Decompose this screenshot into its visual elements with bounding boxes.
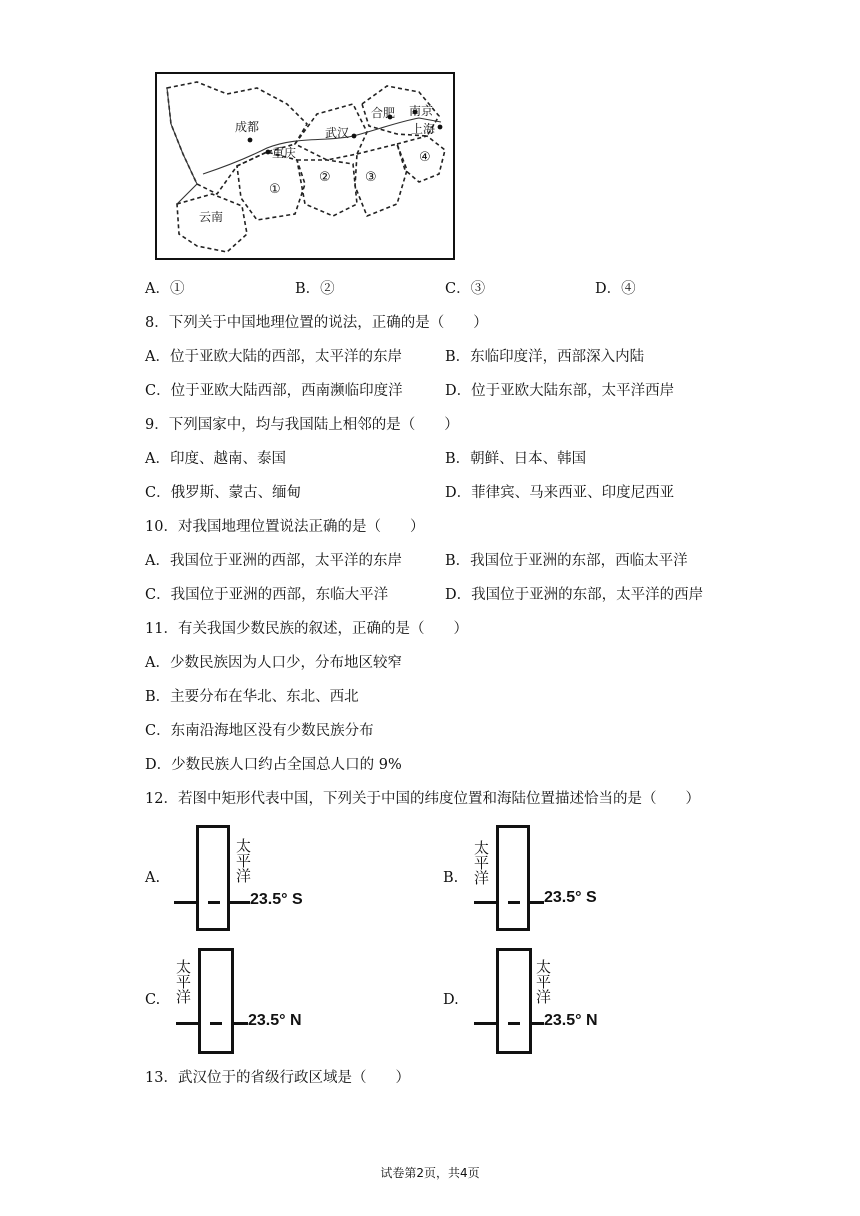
latitude-line-mid (508, 901, 520, 904)
q10-option-d[interactable]: D．我国位于亚洲的东部，太平洋的西岸 (445, 587, 704, 603)
province-map (155, 72, 455, 260)
q11-option-c[interactable]: C．东南沿海地区没有少数民族分布 (145, 723, 374, 739)
q7-option-d[interactable]: D．④ (595, 281, 636, 297)
latitude-label: 23.5° N (248, 1012, 302, 1029)
latitude-line-right (532, 1022, 544, 1025)
ocean-label: 太 平 洋 (536, 958, 552, 1006)
latitude-line-left (474, 901, 496, 904)
latitude-line-left (474, 1022, 496, 1025)
map-label-chengdu: 成都 (235, 120, 260, 134)
latitude-line-mid (508, 1022, 520, 1025)
q10-option-b[interactable]: B．我国位于亚洲的东部，西临太平洋 (445, 553, 688, 569)
latitude-line-right (230, 901, 250, 904)
question-9-stem: 9．下列国家中，均与我国陆上相邻的是（ ） (145, 417, 459, 433)
q8-option-c[interactable]: C．位于亚欧大陆西部，西南濒临印度洋 (145, 383, 403, 399)
q7-option-b[interactable]: B．② (295, 281, 335, 297)
q8-option-d[interactable]: D．位于亚欧大陆东部，太平洋西岸 (445, 383, 675, 399)
china-rectangle (496, 948, 532, 1054)
q12-figure-c[interactable] (170, 948, 330, 1058)
map-label-hefei: 合肥 (371, 106, 396, 120)
q12-option-a-letter[interactable]: A. (145, 870, 161, 886)
map-region-1: ① (269, 182, 281, 197)
ocean-label: 太 平 洋 (176, 958, 192, 1006)
map-label-chongqing: 重庆 (272, 146, 297, 160)
question-10-stem: 10．对我国地理位置说法正确的是（ ） (145, 519, 425, 535)
latitude-label: 23.5° S (544, 889, 597, 906)
q12-option-d-letter[interactable]: D. (443, 992, 459, 1008)
q11-option-a[interactable]: A．少数民族因为人口少，分布地区较窄 (145, 655, 402, 671)
question-12-stem: 12．若图中矩形代表中国，下列关于中国的纬度位置和海陆位置描述恰当的是（ ） (145, 791, 700, 807)
q10-option-a[interactable]: A．我国位于亚洲的西部，太平洋的东岸 (145, 553, 402, 569)
q7-option-a[interactable]: A．① (145, 281, 185, 297)
map-region-3: ③ (365, 170, 377, 185)
latitude-line-right (234, 1022, 248, 1025)
q8-option-b[interactable]: B．东临印度洋，西部深入内陆 (445, 349, 645, 365)
map-region-2: ② (319, 170, 331, 185)
q12-option-c-letter[interactable]: C. (145, 992, 161, 1008)
china-rectangle (198, 948, 234, 1054)
ocean-label: 太 平 洋 (236, 837, 252, 885)
q12-figure-b[interactable] (468, 825, 628, 935)
latitude-label: 23.5° S (250, 891, 303, 908)
q11-option-d[interactable]: D．少数民族人口约占全国总人口的 9% (145, 757, 402, 773)
q8-option-a[interactable]: A．位于亚欧大陆的西部，太平洋的东岸 (145, 349, 402, 365)
q9-option-d[interactable]: D．菲律宾、马来西亚、印度尼西亚 (445, 485, 675, 501)
latitude-label: 23.5° N (544, 1012, 598, 1029)
map-label-wuhan: 武汉 (325, 126, 350, 140)
q11-option-b[interactable]: B．主要分布在华北、东北、西北 (145, 689, 359, 705)
q12-figure-a[interactable] (170, 825, 330, 935)
ocean-label: 太 平 洋 (474, 839, 490, 887)
latitude-line-left (174, 901, 196, 904)
latitude-line-left (176, 1022, 198, 1025)
q9-option-b[interactable]: B．朝鲜、日本、韩国 (445, 451, 587, 467)
q10-option-c[interactable]: C．我国位于亚洲的西部，东临大平洋 (145, 587, 389, 603)
china-rectangle (196, 825, 230, 931)
question-8-stem: 8．下列关于中国地理位置的说法，正确的是（ ） (145, 315, 488, 331)
page-footer: 试卷第2页，共4页 (380, 1166, 480, 1180)
latitude-line-mid (210, 1022, 222, 1025)
latitude-line-right (530, 901, 544, 904)
q9-option-c[interactable]: C．俄罗斯、蒙古、缅甸 (145, 485, 302, 501)
map-label-shanghai: 上海 (411, 122, 436, 136)
q12-option-b-letter[interactable]: B. (443, 870, 459, 886)
question-13-stem: 13．武汉位于的省级行政区域是（ ） (145, 1070, 410, 1086)
china-rectangle (496, 825, 530, 931)
map-label-yunnan: 云南 (199, 210, 224, 224)
map-label-nanjing: 南京 (409, 104, 434, 118)
question-11-stem: 11．有关我国少数民族的叙述，正确的是（ ） (145, 621, 468, 637)
map-region-4: ④ (419, 150, 431, 165)
q9-option-a[interactable]: A．印度、越南、泰国 (145, 451, 286, 467)
q12-figure-d[interactable] (470, 948, 630, 1058)
latitude-line-mid (208, 901, 220, 904)
q7-option-c[interactable]: C．③ (445, 281, 486, 297)
